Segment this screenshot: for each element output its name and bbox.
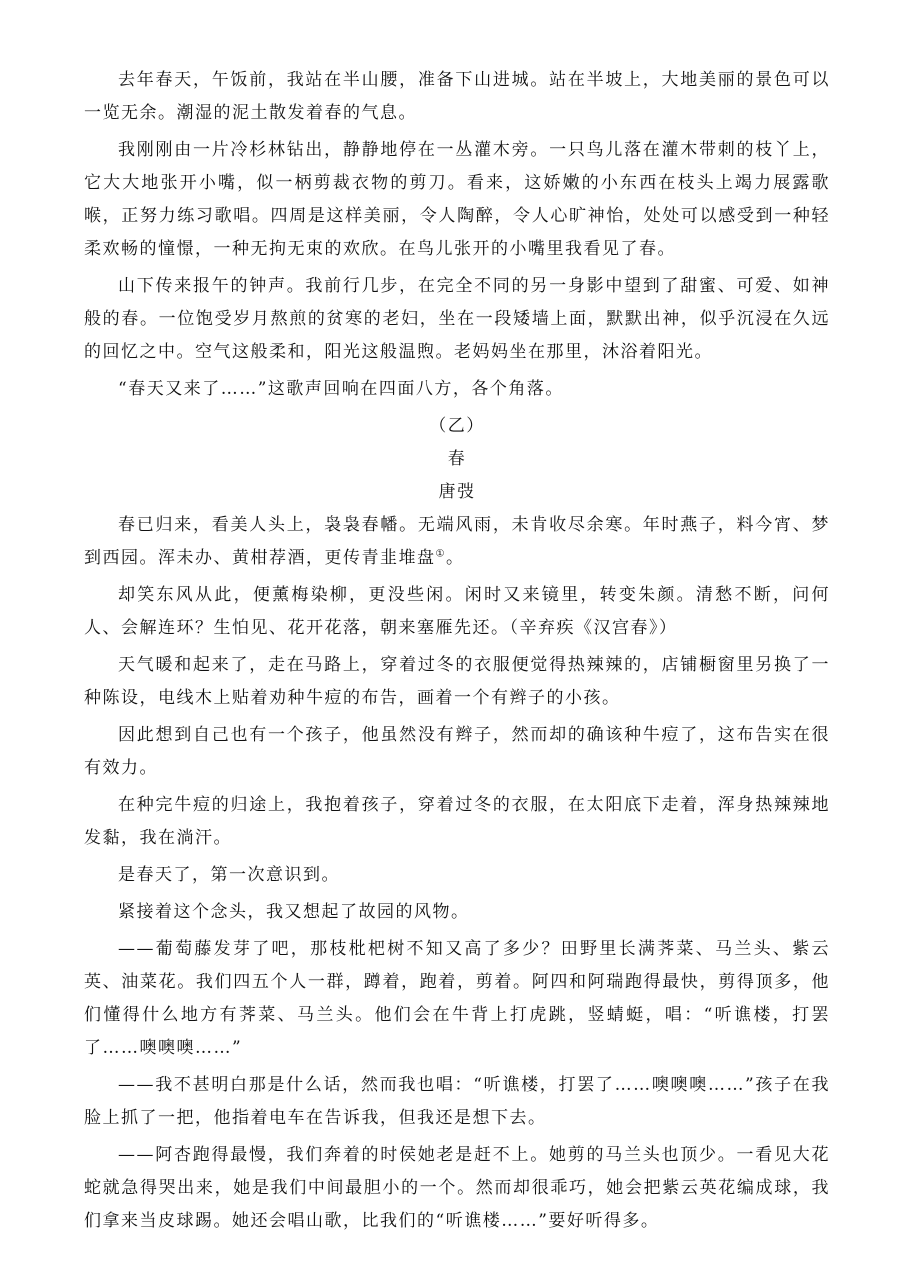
paragraph: 在种完牛痘的归途上，我抱着孩子，穿着过冬的衣服，在太阳底下走着，浑身热辣辣地发黏，我在淌汗。 [84, 795, 830, 848]
paragraph: 紧接着这个念头，我又想起了故园的风物。 [118, 902, 470, 922]
paragraph: ——阿杏跑得最慢，我们奔着的时侯她老是赶不上。她剪的马兰头也顶少。一看见大花蛇就急得哭出来，她是我们中间最胆小的一个。然而却很乖巧，她会把紫云英花编成球，我们拿来当皮球踢。她还会唱山歌，比我们的“听谯楼……”要好听得多。 [84, 1145, 830, 1231]
paragraph: 天气暖和起来了，走在马路上，穿着过冬的衣服便觉得热辣辣的，店铺橱窗里另换了一种陈设，电线木上贴着劝种牛痘的布告，画着一个有辫子的小孩。 [84, 655, 830, 708]
paragraph: ——我不甚明白那是什么话，然而我也唱：“听谯楼，打罢了……噢噢噢……”孩子在我脸上抓了一把，他指着电车在告诉我，但我还是想下去。 [84, 1075, 830, 1128]
poem-text: 春已归来，看美人头上，袅袅春幡。无端风雨，未肯收尽余寒。年时燕子，料今宵、梦到西园。浑未办、黄柑荐酒，更传青韭堆盘 [84, 515, 830, 568]
paragraph: 我刚刚由一片冷杉林钻出，静静地停在一丛灌木旁。一只鸟儿落在灌木带刺的枝丫上，它大大地张开小嘴，似一柄剪裁衣物的剪刀。看来，这娇嫩的小东西在枝头上竭力展露歌喉，正努力练习歌唱。四周是这样美丽，令人陶醉，令人心旷神怡，处处可以感受到一种轻柔欢畅的憧憬，一种无拘无束的欢欣。在鸟儿张开的小嘴里我看见了春。 [84, 140, 830, 259]
section-label: （乙） [429, 416, 485, 436]
document-body [84, 64, 830, 1242]
poem-stanza [84, 509, 830, 575]
article-author: 唐弢 [438, 482, 476, 502]
paragraph: 去年春天，午饭前，我站在半山腰，准备下山进城。站在半坡上，大地美丽的景色可以一览无余。潮湿的泥土散发着春的气息。 [84, 70, 830, 123]
article-title: 春 [447, 449, 467, 469]
paragraph: 山下传来报午的钟声。我前行几步，在完全不同的另一身影中望到了甜蜜、可爱、如神般的春。一位饱受岁月熬煎的贫寒的老妇，坐在一段矮墙上面，默默出神，似乎沉浸在久远的回忆之中。空气这般柔和，阳光这般温煦。老妈妈坐在那里，沐浴着阳光。 [84, 276, 830, 362]
paragraph: “春天又来了……”这歌声回响在四面八方，各个角落。 [118, 379, 564, 399]
footnote-marker: ① [435, 548, 446, 560]
paragraph: 因此想到自己也有一个孩子，他虽然没有辫子，然而却的确该种牛痘了，这布告实在很有效力。 [84, 725, 830, 778]
poem-text: 。 [445, 548, 465, 568]
poem-stanza: 却笑东风从此，便薰梅染柳，更没些闲。闲时又来镜里，转变朱颜。清愁不断，问何人、会解连环？生怕见、花开花落，朝来塞雁先还。（辛弃疾《汉宫春》） [84, 585, 830, 638]
paragraph: ——葡萄藤发芽了吧，那枝枇杷树不知又高了多少？田野里长满荠菜、马兰头、紫云英、油菜花。我们四五个人一群，蹲着，跑着，剪着。阿四和阿瑞跑得最快，剪得顶多，他们懂得什么地方有荠菜、马兰头。他们会在牛背上打虎跳，竖蜻蜓，唱：“听谯楼，打罢了……噢噢噢……” [84, 939, 830, 1058]
paragraph: 是春天了，第一次意识到。 [118, 865, 340, 885]
